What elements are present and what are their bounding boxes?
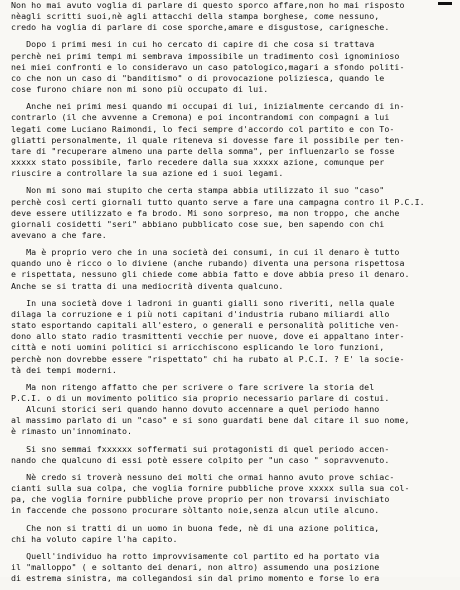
text-line: il "malloppo" ( e soltanto dei denari, non altro) assumendo una posizione: [11, 562, 380, 573]
text-line: in faccende che possono procurare sòltanto noie,senza alcun utile alcuno.: [11, 505, 380, 516]
text-line: città e noti uomini politici si arricchiscono esplicando le loro funzioni,: [11, 342, 385, 353]
text-line: avevano a che fare.: [11, 229, 107, 240]
text-line: dono allo stato radio trasmittenti vecchie per nuove, dove ei appaltano inter-: [11, 331, 405, 342]
text-line: Che non si tratti di un uomo in buona fede, nè di una azione politica,: [11, 522, 380, 533]
text-line: è rimasto un'innominato.: [11, 426, 133, 437]
text-line: Alcuni storici seri quando hanno dovuto accennare a quel periodo hanno: [11, 404, 380, 415]
text-line: giornali cosidetti "seri" abbiano pubblicato cose sue, ben sapendo con chi: [11, 218, 385, 229]
document-body: [11, 0, 453, 590]
paragraph: [11, 444, 453, 466]
paragraph: [11, 185, 453, 241]
text-line: Ma è proprio vero che in una società dei consumi, in cui il denaro è tutto: [11, 247, 400, 258]
paragraph: [11, 0, 453, 33]
text-line: quando uno è ricco o lo diviene (anche rubando) diventa una persona rispettosa: [11, 258, 405, 269]
text-line: al massimo parlato di un "caso" e si sono guardati bene dal citare il suo nome,: [11, 415, 410, 426]
text-line: Ma non ritengo affatto che per scrivere o fare scrivere la storia del: [11, 381, 375, 392]
text-line: chi ha voluto capire l'ha capito.: [11, 533, 178, 544]
text-line: e rispettata, nessuno gli chiede come abbia fatto e dove abbia preso il denaro.: [11, 269, 410, 280]
text-line: cianti sulla sua colpa, che voglia fornire pubbliche prove xxxxx sulla sua col-: [11, 483, 410, 494]
paragraph: [11, 551, 453, 584]
text-line: nèagli scritti suoi,nè agli attacchi della stampa borghese, come nessuno,: [11, 11, 380, 22]
text-line: credo ha voglia di parlare di cose sporche,amare e disgustose, carignesche.: [11, 22, 390, 33]
paragraph: [11, 247, 453, 292]
text-line: cose furono chiare non mi sono più occupato di lui.: [11, 84, 269, 95]
text-line: stato esportando capitali all'estero, o generali e personalità politiche ven-: [11, 320, 400, 331]
text-line: tare di "recuperare almeno una parte della somma", per influenzarlo se fosse: [11, 145, 395, 156]
text-line: Non ho mai avuto voglia di parlare di questo sporco affare,non ho mai risposto: [11, 0, 405, 10]
text-line: tà dei tempi moderni.: [11, 364, 117, 375]
text-line: nando che qualcuno di essi potè essere colpito per "un caso " sopravvenuto.: [11, 454, 390, 465]
text-line: deve essere utilizzato e fa brodo. Mi sono sorpreso, ma non troppo, che anche: [11, 207, 400, 218]
text-line: Nè credo si troverà nessuno dei molti che ormai hanno avuto prove schiac-: [11, 471, 395, 482]
text-line: perchè così certi giornali tutto quanto serve a fare una campagna contro il P.C.I.: [11, 196, 425, 207]
text-line: Quell'individuo ha rotto improvvisamente col partito ed ha portato via: [11, 550, 380, 561]
text-line: Dopo i primi mesi in cui ho cercato di capire di che cosa si trattava: [11, 39, 375, 50]
text-line: Non mi sono mai stupito che certa stampa abbia utilizzato il suo "caso": [11, 185, 385, 196]
paragraph: [11, 39, 453, 95]
paragraph: [11, 101, 453, 179]
text-line: riuscire a controllare la sua azione ed i suoi legami.: [11, 168, 284, 179]
text-line: In una società dove i ladroni in guanti gialli sono riveriti, nella quale: [11, 297, 395, 308]
paragraph: [11, 382, 453, 438]
text-line: gliatti personalmente, il quale riteneva si dovesse fare il possibile per ten-: [11, 134, 405, 145]
text-line: dilaga la corruzione e i più noti capitani d'industria rubano miliardi allo: [11, 308, 390, 319]
text-line: Anche nei primi mesi quando mi occupai di lui, inizialmente cercando di in-: [11, 101, 405, 112]
text-line: di estrema sinistra, ma collegandosi sin dal primo momento e forse lo era: [11, 573, 380, 584]
text-line: P.C.I. o di un movimento politico sia proprio necessario parlare di costui.: [11, 393, 390, 403]
paragraph: [11, 298, 453, 376]
text-line: nei miei confronti e lo consideravo un caso patologico,magari a sfondo politi-: [11, 61, 405, 72]
text-line: contrarlo (il che avvenne a Cremona) e poi incontrandomi con compagni a lui: [11, 112, 390, 123]
text-line: Anche se si tratta di una mediocrità diventa qualcuno.: [11, 280, 284, 291]
text-line: Si sno semmai fxxxxxx soffermati sui protagonisti di quel periodo accen-: [11, 443, 390, 454]
text-line: pa, che voglia fornire pubbliche prove proprio per non trovarsi invischiato: [11, 494, 390, 505]
text-line: legati come Luciano Raimondi, lo feci sempre d'accordo col partito e con To-: [11, 123, 395, 134]
text-line: co che non un caso di "banditismo" o di provocazione poliziesca, quando le: [11, 72, 385, 83]
paragraph: [11, 523, 453, 545]
paragraph: [11, 472, 453, 517]
text-line: perchè nei primi tempi mi sembrava impossibile un tradimento così ignominioso: [11, 50, 400, 61]
text-line: xxxxx stato possibile, farlo recedere dalla sua xxxxx azione, comunque per: [11, 157, 385, 168]
text-line: perchè non dovrebbe essere "rispettato" chi ha rubato al P.C.I. ? E' la socie-: [11, 353, 405, 364]
